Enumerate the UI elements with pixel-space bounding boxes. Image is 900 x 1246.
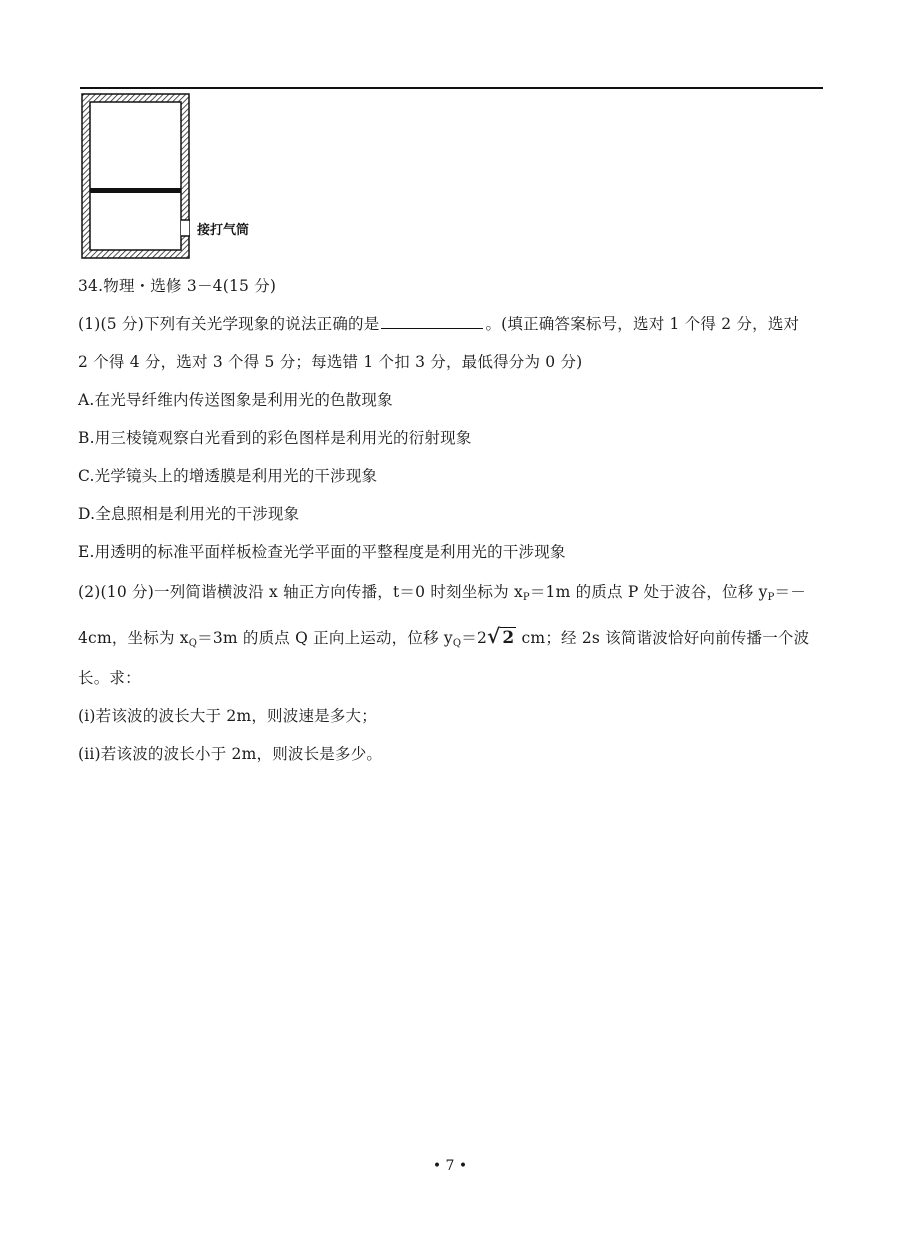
- part2-line1: (2)(10 分)一列简谐横波沿 x 轴正方向传播，t＝0 时刻坐标为 $x_P=1m$ 的质点 P 处于波谷，位移 $y_P=-$: [78, 583, 806, 603]
- option-a: A.在光导纤维内传送图象是利用光的色散现象: [78, 391, 393, 409]
- option-b: B.用三棱镜观察白光看到的彩色图样是利用光的衍射现象: [78, 429, 472, 447]
- option-e: E.用透明的标准平面样板检查光学平面的平整程度是利用光的干涉现象: [78, 543, 566, 561]
- sqrt-expression: √ 2: [487, 624, 515, 648]
- part1-line1: (1)(5 分)下列有关光学现象的说法正确的是 。(填正确答案标号，选对 1 个得 2 分，选对: [78, 315, 800, 333]
- part2-line3: 长。求：: [78, 669, 141, 687]
- page-number: • 7 •: [432, 1158, 468, 1174]
- option-c: C.光学镜头上的增透膜是利用光的干涉现象: [78, 467, 378, 485]
- top-rule: [80, 87, 823, 89]
- question-heading: 34.物理・选修 3－4(15 分): [78, 277, 277, 295]
- part2-line2: 4cm，坐标为 $x_Q=3m$ 的质点 Q 正向上运动，位移 $y_Q=2√$ 2 cm；经 2s 该简谐波恰好向前传播一个波: [78, 624, 810, 649]
- gas-cylinder-figure: [80, 92, 270, 260]
- part1-line2: 2 个得 4 分，选对 3 个得 5 分；每选错 1 个扣 3 分，最低得分为 0 分): [78, 353, 583, 371]
- option-d: D.全息照相是利用光的干涉现象: [78, 505, 300, 523]
- pump-label: 接打气筒: [197, 222, 250, 237]
- piston: [90, 188, 181, 193]
- answer-blank[interactable]: [381, 314, 483, 329]
- subquestion-ii: (ii)若该波的波长小于 2m，则波长是多少。: [78, 745, 383, 763]
- subquestion-i: (i)若该波的波长大于 2m，则波速是多大；: [78, 707, 377, 725]
